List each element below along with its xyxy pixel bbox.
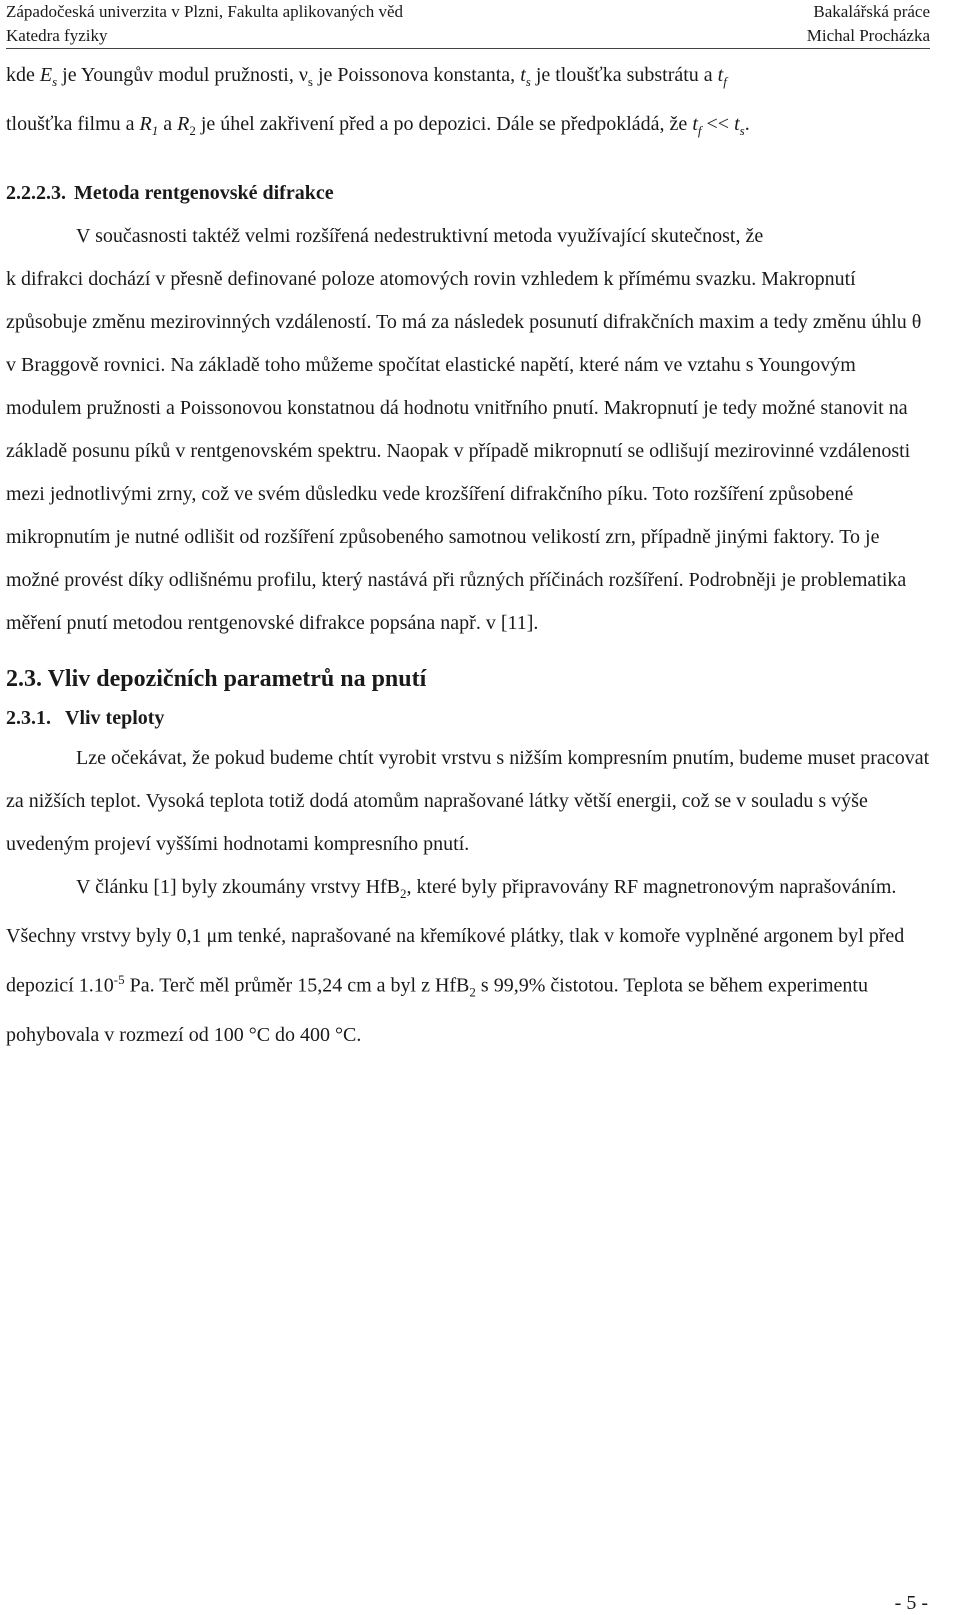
xrd-paragraph-intro: V současnosti taktéž velmi rozšířená nedestruktivní metoda využívající skutečnost, že [76, 225, 764, 247]
temperature-paragraph-1: Lze očekávat, že pokud budeme chtít vyrobit vrstvu s nižším kompresním pnutím, budeme muset pracovat za nižších teplot. Vysoká teplota totiž dodá atomům naprašované látky větší energii, což se v souladu s výše uvedeným projeví vyššími hodnotami kompresního pnutí. [6, 747, 930, 855]
intro-paragraph: kde $E_s$ je Youngův modul pružnosti, $\nu_s$ je Poissonova konstanta, $t_s$ je tloušťka substrátu a $t_f$ tloušťka filmu a $R_1$ a $R_2$ je úhel zakřivení před a po depozici. Dále se předpokládá, že $t_f << t_s$. [6, 64, 750, 138]
header-row-1 [6, 0, 930, 24]
page-header [6, 0, 930, 49]
section-heading-23: 2.3. Vliv depozičních parametrů na pnutí [6, 666, 427, 692]
page-number: - 5 - [894, 1592, 928, 1614]
page-content [6, 54, 936, 1057]
section-number: 2.2.2.3. [6, 182, 66, 204]
header-department: Katedra fyziky [6, 26, 108, 45]
header-row-2 [6, 24, 930, 48]
xrd-paragraph-body: k difrakci dochází v přesně definované poloze atomových rovin vzhledem k přímému svazku. Makropnutí způsobuje změnu mezirovinných vzdáleností. To má za následek posunutí difrakčních maxim a tedy změnu úhlu θ v Braggově rovnici. Na základě toho můžeme spočítat elastické napětí, které nám ve vztahu s Youngovým modulem pružnosti a Poissonovou konstatnou dá hodnotu vnitřního pnutí. Makropnutí je tedy možné stanovit na základě posunu píků v rentgenovském spektru. Naopak v případě mikropnutí se odlišují mezirovinné vzdálenosti mezi jednotlivými zrny, což ve svém důsledku vede krozšíření difrakčního píku. Toto rozšíření způsobené mikropnutím je nutné odlišit od rozšíření způsobeného samotnou velikostí zrn, případně jinými faktory. To je možné provést díky odlišnému profilu, který nastává při různých příčinách rozšíření. Podrobněji je problematika měření pnutí metodou rentgenovské difrakce popsána např. v [11]. [6, 268, 922, 634]
section-title: Metoda rentgenovské difrakce [74, 182, 334, 204]
header-author: Michal Procházka [806, 26, 930, 45]
header-university: Západočeská univerzita v Plzni, Fakulta aplikovaných věd [6, 2, 404, 21]
section-heading-2223 [6, 172, 936, 215]
temperature-paragraph-2: V článku [1] byly zkoumány vrstvy HfB$_2$, které byly připravovány RF magnetronovým naprašováním. Všechny vrstvy byly 0,1 μm tenké, naprašované na křemíkové plátky, tlak v komoře vyplněné argonem byl před depozicí $1.10^{-5}$ Pa. Terč měl průměr 15,24 cm a byl z HfB$_2$ s 99,9% čistotou. Teplota se během experimentu pohybovala v rozmezí od 100 °C do 400 °C. [6, 876, 905, 1046]
header-doc-type: Bakalářská práce [813, 2, 930, 21]
section-heading-231: 2.3.1. Vliv teploty [6, 707, 165, 729]
